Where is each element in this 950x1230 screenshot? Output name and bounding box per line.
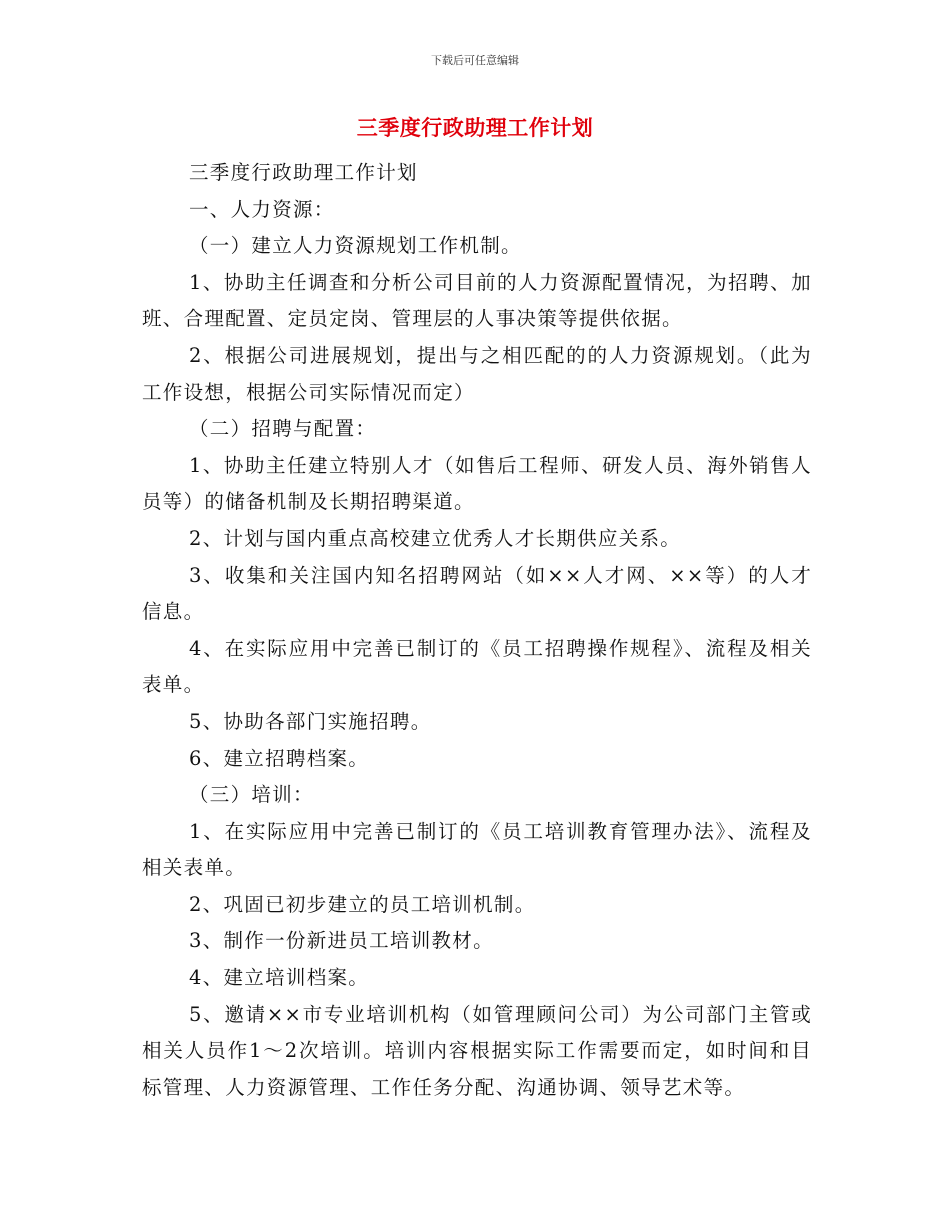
paragraph: （一）建立人力资源规划工作机制。 — [189, 234, 522, 258]
paragraph: 5、邀请××市专业培训机构（如管理顾问公司）为公司部门主管或相关人员作1～2次培训。培训内容根据实际工作需要而定，如时间和目标管理、人力资源管理、工作任务分配、沟通协调、领导艺术等。 — [142, 1002, 812, 1099]
paragraph: （二）招聘与配置： — [189, 417, 377, 441]
page-header-note: 下载后可任意编辑 — [431, 54, 519, 67]
paragraph: 1、协助主任调查和分析公司目前的人力资源配置情况，为招聘、加班、合理配置、定员定岗、管理层的人事决策等提供依据。 — [142, 270, 812, 331]
document-title: 三季度行政助理工作计划 — [356, 115, 594, 140]
paragraph: 三季度行政助理工作计划 — [189, 161, 418, 184]
paragraph: 5、协助各部门实施招聘。 — [189, 709, 432, 733]
paragraph: 2、计划与国内重点高校建立优秀人才长期供应关系。 — [189, 526, 682, 550]
paragraph: （三）培训： — [189, 783, 314, 807]
document-body — [142, 155, 812, 1106]
paragraph: 2、巩固已初步建立的员工培训机制。 — [189, 892, 536, 916]
paragraph: 一、人力资源： — [189, 197, 335, 221]
paragraph: 3、收集和关注国内知名招聘网站（如××人才网、××等）的人才信息。 — [142, 563, 812, 624]
paragraph: 1、在实际应用中完善已制订的《员工培训教育管理办法》、流程及相关表单。 — [142, 819, 812, 880]
paragraph: 6、建立招聘档案。 — [189, 746, 370, 770]
paragraph: 3、制作一份新进员工培训教材。 — [189, 929, 494, 953]
paragraph: 1、协助主任建立特别人才（如售后工程师、研发人员、海外销售人员等）的储备机制及长期招聘渠道。 — [142, 453, 812, 514]
paragraph: 4、建立培训档案。 — [189, 966, 370, 990]
paragraph: 2、根据公司进展规划，提出与之相匹配的的人力资源规划。（此为工作设想，根据公司实际情况而定） — [142, 343, 812, 404]
paragraph: 4、在实际应用中完善已制订的《员工招聘操作规程》、流程及相关表单。 — [142, 636, 812, 697]
